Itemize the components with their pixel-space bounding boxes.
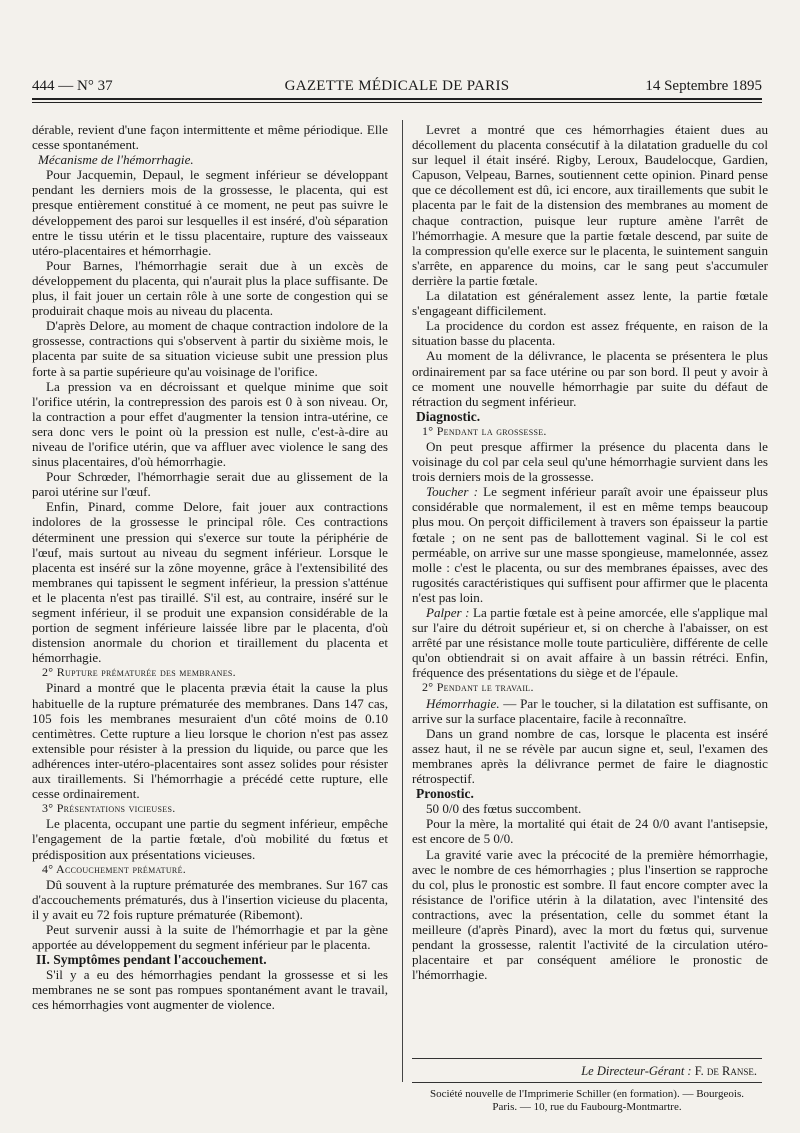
paragraph-text: Le placenta, occupant une partie du segment inférieur, empêche l'engagement de la partie fœtale, d'où mobilité du fœtus et prédisposition aux présentations vicieuses. [32, 816, 388, 862]
paragraph [412, 816, 768, 846]
paragraph [32, 816, 388, 861]
paragraph [412, 348, 768, 408]
header-rule-thin [32, 102, 762, 103]
paragraph-text: Pour Schrœder, l'hémorrhagie serait due au glissement de la paroi utérine sur l'œuf. [32, 469, 388, 500]
paragraph-text: Au moment de la délivrance, le placenta se présentera le plus ordinairement par sa face utérine ou par son bord. Il peut y avoir à ce moment une nouvelle hémorrhagie par suite du défaut de rétraction du segment inférieur. [412, 348, 768, 409]
paragraph-text: Dans un grand nombre de cas, lorsque le placenta est inséré assez haut, il ne se révèle par aucun signe et, seul, l'examen des membranes après la délivrance permet de faire le diagnostic rétrospectif. [412, 725, 768, 787]
section-heading: Mécanisme de l'hémorrhagie. [38, 152, 194, 168]
journal-title: GAZETTE MÉDICALE DE PARIS [284, 78, 510, 94]
footer-rule [412, 1058, 762, 1059]
section-heading: II. Symptômes pendant l'accouchement. [36, 952, 267, 968]
paragraph [412, 439, 768, 484]
paragraph [412, 726, 768, 786]
section-heading: Diagnostic. [416, 408, 481, 424]
paragraph [412, 122, 768, 288]
paragraph [32, 922, 388, 952]
paragraph [32, 258, 388, 318]
paragraph-text: La partie fœtale est à peine amorcée, elle s'applique mal sur l'aire du détroit supérieur et, si on cherche à l'abaisser, on est arrêté par une résistance molle toute particulière, différente de celle qu'on obtiendrait si on avait affaire à un bassin rétréci. Enfin, fréquence des présentations du siège et de l'épaule. [412, 605, 768, 681]
paragraph [32, 967, 388, 1012]
printer-imprint [412, 1088, 762, 1114]
paragraph-text: — Par le toucher, si la dilatation est suffisante, on arrive sur la surface placentaire, facile à reconnaître. [412, 695, 768, 726]
paragraph-text: Dû souvent à la rupture prématurée des membranes. Sur 167 cas d'accouchements prématurés, dus à l'insertion vicieuse du placenta, il y avait eu 72 fois rupture prématurée (Ribemont). [32, 876, 388, 922]
paragraph [412, 605, 768, 680]
paragraph-text: Le segment inférieur paraît avoir une épaisseur plus considérable que normalement, il est en même temps beaucoup plus mou. On perçoit difficilement à travers son épaisseur la partie fœtale ; on ne sent pas de ballottement vaginal. Si le col est perméable, on arrive sur une masse spongieuse, mamelonnée, assez molle : c'est le placenta, ou sur des membranes épaisses, avec des rugosités caractéristiques qui suffisent pour affirmer que le placenta n'est pas loin. [412, 484, 768, 605]
column-divider [402, 120, 403, 1082]
paragraph [412, 318, 768, 348]
paragraph [412, 847, 768, 983]
header-rule [32, 98, 762, 100]
page-header [32, 78, 762, 96]
paragraph [32, 877, 388, 922]
director-line [412, 1064, 757, 1079]
paragraph [32, 318, 388, 378]
paragraph [32, 167, 388, 258]
footer-rule-lower [412, 1082, 762, 1083]
paragraph-text: Pour Barnes, l'hémorrhagie serait due à un excès de développement du placenta, qui n'aurait plus la place suffisante. De plus, il fait jouer un certain rôle à une sorte de congestion qui se produirait chaque mois au niveau du placenta. [32, 257, 388, 319]
paragraph-lead: Hémorrhagie. [426, 695, 500, 711]
issue-date: 14 Septembre 1895 [645, 78, 762, 94]
section-heading: 2° Rupture prématurée des membranes. [42, 665, 236, 680]
paragraph-text: La pression va en décroissant et quelque minime que soit l'orifice utérin, la contrepression des parois est 0 à son niveau. Or, la contraction a pour effet d'augmenter la tension intra-utérine, ce sera donc vers le point où la pression est nulle, c'est-à-dire au niveau de l'orifice utérin, que va affluer avec violence le sang des sinus placentaires, d'où hémorrhagie. [32, 378, 388, 470]
paragraph-text: S'il y a eu des hémorrhagies pendant la grossesse et si les membranes ne se sont pas rompues spontanément avant le travail, ces hémorrhagies vont augmenter de violence. [32, 967, 388, 1013]
section-heading: 1° Pendant la grossesse. [422, 423, 547, 438]
paragraph [32, 469, 388, 499]
paragraph [32, 379, 388, 470]
paragraph [32, 499, 388, 665]
director-name: F. de Ranse. [694, 1064, 757, 1078]
printer-line-1: Société nouvelle de l'Imprimerie Schiller (en formation). — Bourgeois. [430, 1088, 744, 1100]
section-heading: 4° Accouchement prématuré. [42, 861, 187, 876]
paragraph-text: Pour Jacquemin, Depaul, le segment inférieur se développant pendant les derniers mois de la grossesse, le placenta, qui est presque entièrement constitué à ce moment, ne peut pas suivre le développement des paroi sur lesquelles il est inséré, d'où séparation entre le tissu utérin et le tissu placentaire, rupture des vaisseaux utéro-placentaires et hémorrhagie. [32, 167, 388, 258]
paragraph-lead: Palper : [426, 605, 470, 620]
paragraph-text: D'après Delore, au moment de chaque contraction indolore de la grossesse, contractions qui s'observent à partir du sixième mois, le placenta par suite de sa situation vicieuse subit une pression plus forte à sa partie supérieure qu'au voisinage de l'orifice. [32, 318, 388, 379]
paragraph [412, 288, 768, 318]
paragraph-text: La dilatation est généralement assez lente, la partie fœtale s'engageant difficilement. [412, 288, 768, 319]
paragraph-text: Peut survenir aussi à la suite de l'hémorrhagie et par la gène apportée au développement du segment inférieur par le placenta. [32, 921, 388, 953]
paragraph [412, 801, 768, 816]
right-column [412, 122, 768, 1057]
paragraph-text: Pinard a montré que le placenta prævia était la cause la plus habituelle de la rupture prématurée des membranes. Dans 147 cas, 105 fois les membranes mesuraient d'un côté moins de 0.10 centimètres. Cette rupture a lieu lorsque le chorion n'est pas assez extensible pour résister à la pression du liquide, ou parce que les adhérences inter-utéro-placentaires sont assez solides pour résister aux tiraillements. Si l'hémorrhagie a précédé cette rupture, elle cesse ordinairement. [32, 680, 388, 802]
paragraph [32, 122, 388, 152]
section-heading: 3° Présentations vicieuses. [42, 801, 176, 816]
paragraph-text: 50 0/0 des fœtus succombent. [426, 801, 582, 817]
paragraph-text: La procidence du cordon est assez fréquente, en raison de la situation basse du placenta. [412, 318, 768, 349]
paragraph-text: Levret a montré que ces hémorrhagies étaient dues au décollement du placenta consécutif à la dilatation graduelle du col sur lequel il était inséré. Rigby, Leroux, Baudelocque, Gardien, Capuson, Velpeau, Barnes, soutiennent cette opinion. Pinard pense que ce décollement est dû, ici encore, aux tiraillements que subit le placenta par le fait de la distension des membranes au moment de chaque contraction, puisque leur rupture amène l'arrêt de l'hémorrhagie. A mesure que la partie fœtale descend, par suite de la compression qu'elle exerce sur le placenta, le suintement sanguin s'arrête, en apparence du moins, car le sang peut s'accumuler derrière la partie fœtale. [412, 122, 768, 288]
paragraph-lead: Toucher : [426, 484, 478, 500]
paragraph-text: La gravité varie avec la précocité de la première hémorrhagie, avec le nombre de ces hémorrhagies ; plus l'insertion se rapproche du col, plus le pronostic est sombre. Il faut encore compter avec la résistance de l'orifice utérin à la dilatation, avec l'intensité des contractions, avec la présentation, celle du sommet étant la meilleure (d'après Pinard), avec la mort du fœtus qui, survenue pendant la grossesse, ralentit l'activité de la circulation utéro-placentaire et par conséquent améliore le pronostic de l'hémorrhagie. [412, 846, 768, 983]
section-heading: Pronostic. [416, 786, 474, 802]
paragraph-text: dérable, revient d'une façon intermittente et même périodique. Elle cesse spontanément. [32, 122, 388, 153]
paragraph [412, 484, 768, 605]
left-column [32, 122, 388, 1082]
paragraph-text: On peut presque affirmer la présence du placenta dans le voisinage du col par cela seul qu'une hémorrhagie survient dans les trois derniers mois de la grossesse. [412, 438, 768, 485]
paragraph-text: Enfin, Pinard, comme Delore, fait jouer aux contractions indolores de la grossesse le principal rôle. Ces contractions déterminent une pression qui s'exerce sur toute la périphérie de l'œuf, mais surtout au niveau du segment inférieur. Lorsque le placenta est inséré sur la zône moyenne, grâce à l'extensibilité des membranes qui tapissent le segment inférieur, la pression s'atténue et le placenta n'est pas tiraillé. S'il est, au contraire, inséré sur le segment inférieur, il se produit une expansion considérable de la portion de segment inférieure laissée libre par le placenta, d'où distension anormale du chorion et tiraillement du placenta et hémorrhagie. [32, 499, 388, 666]
paragraph [412, 696, 768, 726]
director-label: Le Directeur-Gérant : [581, 1064, 692, 1078]
paragraph [32, 680, 388, 801]
page-number: 444 — N° 37 [32, 78, 113, 94]
printer-line-2: Paris. — 10, rue du Faubourg-Montmartre. [492, 1101, 682, 1113]
paragraph-text: Pour la mère, la mortalité qui était de 24 0/0 avant l'antisepsie, est encore de 5 0/0. [412, 816, 768, 847]
section-heading: 2° Pendant le travail. [422, 680, 534, 695]
